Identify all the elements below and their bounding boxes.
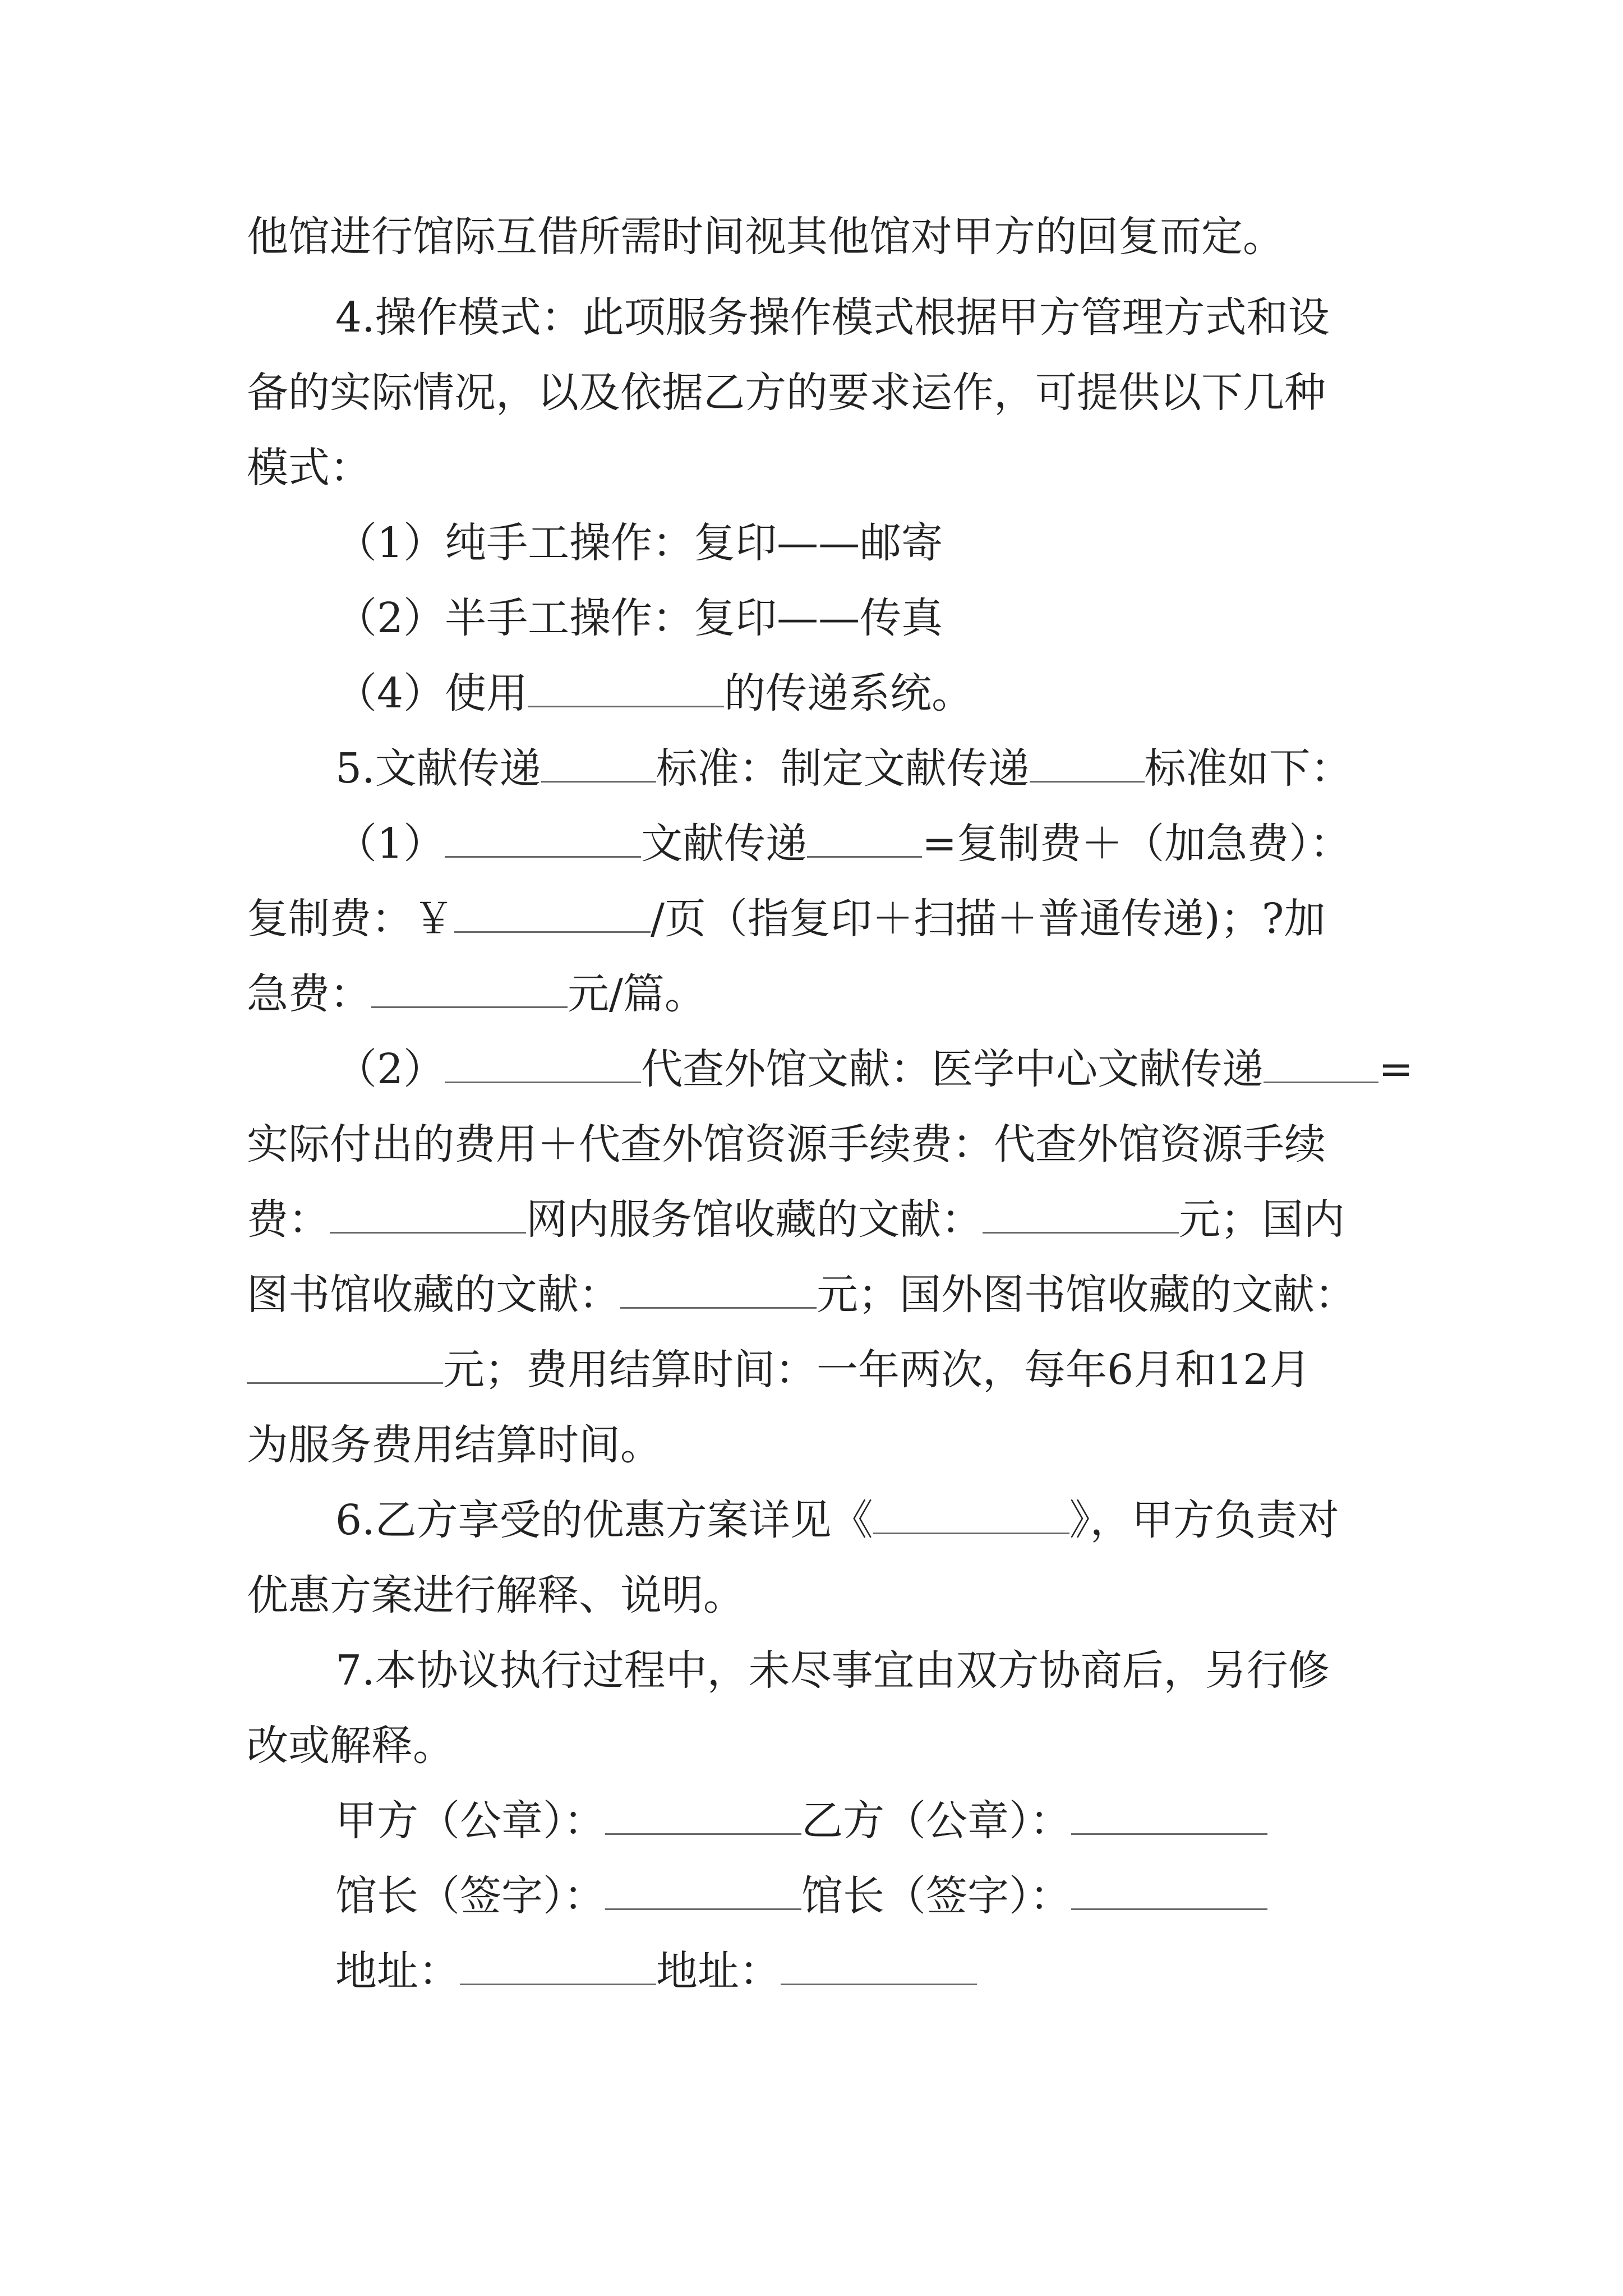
mode-item: （2）半手工操作：复印——传真 <box>335 594 943 642</box>
text-line: 7.本协议执行过程中，未尽事宜由双方协商后，另行修 <box>335 1646 1330 1695</box>
text-line: （2） 代查外馆文献：医学中心文献传递 = <box>335 1041 1413 1097</box>
mode-item: （1）纯手工操作：复印——邮寄 <box>335 519 943 567</box>
mode-item: （4）使用 的传递系统。 <box>335 665 973 721</box>
fill-blank[interactable] <box>983 1191 1179 1234</box>
text-line: 图书馆收藏的文献： 元；国外图书馆收藏的文献： <box>247 1267 1356 1323</box>
text-line: 急费： 元/篇。 <box>247 966 706 1022</box>
fill-blank[interactable] <box>445 1041 641 1083</box>
text-line: 改或解释。 <box>247 1722 454 1770</box>
text-line: 实际付出的费用＋代查外馆资源手续费：代查外馆资源手续 <box>247 1120 1326 1168</box>
signature-row: 甲方（公章）： 乙方（公章）： <box>335 1793 1267 1849</box>
text-line: 备的实际情况，以及依据乙方的要求运作，可提供以下几种 <box>247 369 1326 417</box>
fill-blank[interactable] <box>371 966 568 1008</box>
text-line: 优惠方案进行解释、说明。 <box>247 1571 745 1619</box>
signature-row: 馆长（签字）： 馆长（签字）： <box>335 1868 1267 1924</box>
address-a-field[interactable] <box>460 1943 656 1985</box>
fill-blank[interactable] <box>807 816 922 858</box>
text-line: 他馆进行馆际互借所需时间视其他馆对甲方的回复而定。 <box>247 213 1284 261</box>
party-b-seal-field[interactable] <box>1071 1793 1267 1835</box>
curator-a-signature-field[interactable] <box>605 1868 801 1910</box>
text-line: 元；费用结算时间：一年两次，每年6月和12月 <box>247 1342 1311 1398</box>
fill-blank[interactable] <box>454 891 651 933</box>
text-line: 4.操作模式：此项服务操作模式根据甲方管理方式和设 <box>335 293 1330 342</box>
fill-blank[interactable] <box>620 1267 817 1309</box>
fill-blank[interactable] <box>873 1492 1069 1534</box>
text-line: 模式： <box>247 444 371 492</box>
fill-blank[interactable] <box>445 816 641 858</box>
text-line: 复制费：￥ /页（指复印＋扫描＋普通传递)；?加 <box>247 891 1325 947</box>
fill-blank[interactable] <box>528 665 724 707</box>
text-line: 5.文献传递 标准：制定文献传递 标准如下： <box>335 740 1352 797</box>
text-line: 费： 网内服务馆收藏的文献： 元；国内 <box>247 1191 1345 1248</box>
address-b-field[interactable] <box>781 1943 977 1985</box>
party-a-seal-field[interactable] <box>605 1793 801 1835</box>
fill-blank[interactable] <box>1030 740 1145 783</box>
signature-row: 地址： 地址： <box>335 1943 977 1999</box>
fill-blank[interactable] <box>1264 1041 1378 1083</box>
curator-b-signature-field[interactable] <box>1071 1868 1267 1910</box>
text-line: 为服务费用结算时间。 <box>247 1421 662 1469</box>
text-line: 6.乙方享受的优惠方案详见《 》，甲方负责对 <box>335 1492 1339 1548</box>
fill-blank[interactable] <box>541 740 656 783</box>
text-line: （1） 文献传递 =复制费＋（加急费）： <box>335 816 1351 872</box>
fill-blank[interactable] <box>247 1342 443 1384</box>
fill-blank[interactable] <box>330 1191 526 1234</box>
